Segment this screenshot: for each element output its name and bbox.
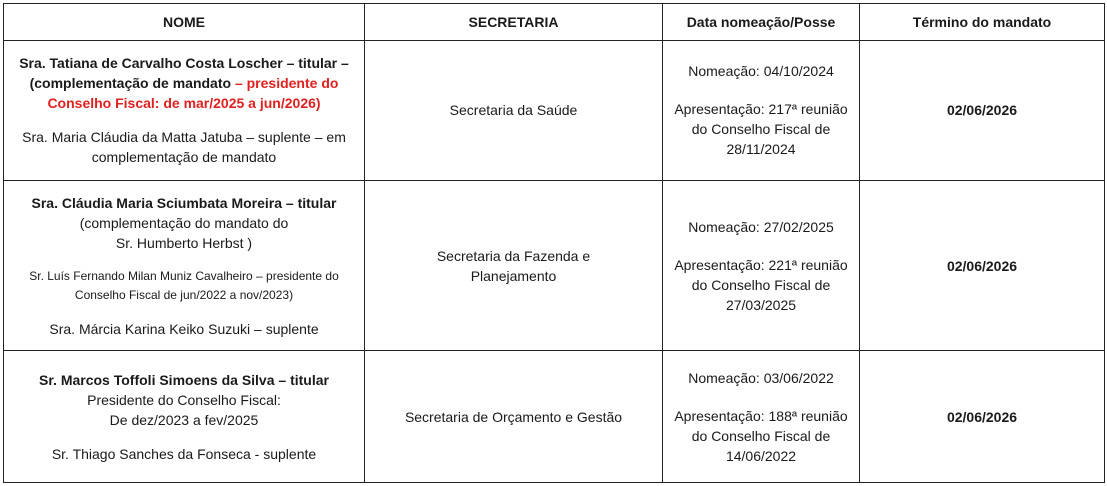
data-nomeacao-cell (663, 351, 860, 483)
table-body (4, 41, 1105, 483)
president-note: – presidente do (234, 75, 339, 92)
nomeacao-date: Nomeação: 04/10/2024 (688, 63, 834, 80)
secretaria-cell: Secretaria de Orçamento e Gestão (365, 351, 663, 483)
table-row (4, 351, 1105, 483)
termino-cell: 02/06/2026 (860, 351, 1105, 483)
council-members-table (3, 3, 1105, 483)
header-termino: Término do mandato (860, 4, 1105, 41)
apresentacao-line: do Conselho Fiscal de (691, 121, 831, 138)
apresentacao-line: Apresentação: 217ª reunião (674, 101, 848, 118)
titular-note: De dez/2023 a fev/2025 (109, 411, 259, 428)
secretaria-line: Planejamento (470, 267, 557, 284)
data-nomeacao-cell (663, 180, 860, 351)
suplente-name: Sra. Márcia Karina Keiko Suzuki – suplente (49, 320, 319, 337)
termino-cell: 02/06/2026 (860, 180, 1105, 351)
table-header (4, 4, 1105, 41)
suplente-note: complementação de mandato (91, 149, 277, 166)
titular-note-text: (complementação de mandato (29, 75, 235, 92)
former-president-period: Conselho Fiscal de jun/2022 a nov/2023) (74, 287, 294, 302)
table-row (4, 180, 1105, 351)
nome-cell (4, 351, 365, 483)
titular-name: Sra. Cláudia Maria Sciumbata Moreira – titular (31, 194, 337, 211)
table-row (4, 41, 1105, 181)
nomeacao-date: Nomeação: 27/02/2025 (688, 218, 834, 235)
suplente-name: Sr. Thiago Sanches da Fonseca - suplente (51, 445, 317, 462)
apresentacao-date: 27/03/2025 (725, 296, 797, 313)
header-data-nomeacao: Data nomeação/Posse (663, 4, 860, 41)
header-secretaria: SECRETARIA (365, 4, 663, 41)
apresentacao-date: 14/06/2022 (725, 447, 797, 464)
titular-note: Presidente do Conselho Fiscal: (87, 391, 281, 408)
apresentacao-line: Apresentação: 188ª reunião (674, 407, 848, 424)
former-president-note: Sr. Luís Fernando Milan Muniz Cavalheiro – presidente do (29, 268, 339, 283)
nome-cell (4, 180, 365, 351)
titular-name: Sra. Tatiana de Carvalho Costa Loscher – titular – (19, 55, 349, 72)
termino-cell: 02/06/2026 (860, 41, 1105, 181)
secretaria-cell (365, 180, 663, 351)
apresentacao-line: do Conselho Fiscal de (691, 276, 831, 293)
apresentacao-line: Apresentação: 221ª reunião (674, 256, 848, 273)
titular-name: Sr. Marcos Toffoli Simoens da Silva – titular (39, 371, 329, 388)
header-row (4, 4, 1105, 41)
nomeacao-date: Nomeação: 03/06/2022 (688, 369, 834, 386)
titular-note: Sr. Humberto Herbst ) (115, 234, 253, 251)
secretaria-cell: Secretaria da Saúde (365, 41, 663, 181)
titular-note (10, 73, 358, 93)
titular-note: (complementação do mandato do (79, 214, 289, 231)
secretaria-line: Secretaria da Fazenda e (436, 247, 591, 264)
apresentacao-date: 28/11/2024 (726, 141, 796, 158)
president-period: Conselho Fiscal: de mar/2025 a jun/2026) (47, 95, 321, 112)
suplente-name: Sra. Maria Cláudia da Matta Jatuba – suplente – em (22, 129, 346, 146)
nome-cell (4, 41, 365, 181)
apresentacao-line: do Conselho Fiscal de (691, 427, 831, 444)
header-nome: NOME (4, 4, 365, 41)
data-nomeacao-cell (663, 41, 860, 181)
